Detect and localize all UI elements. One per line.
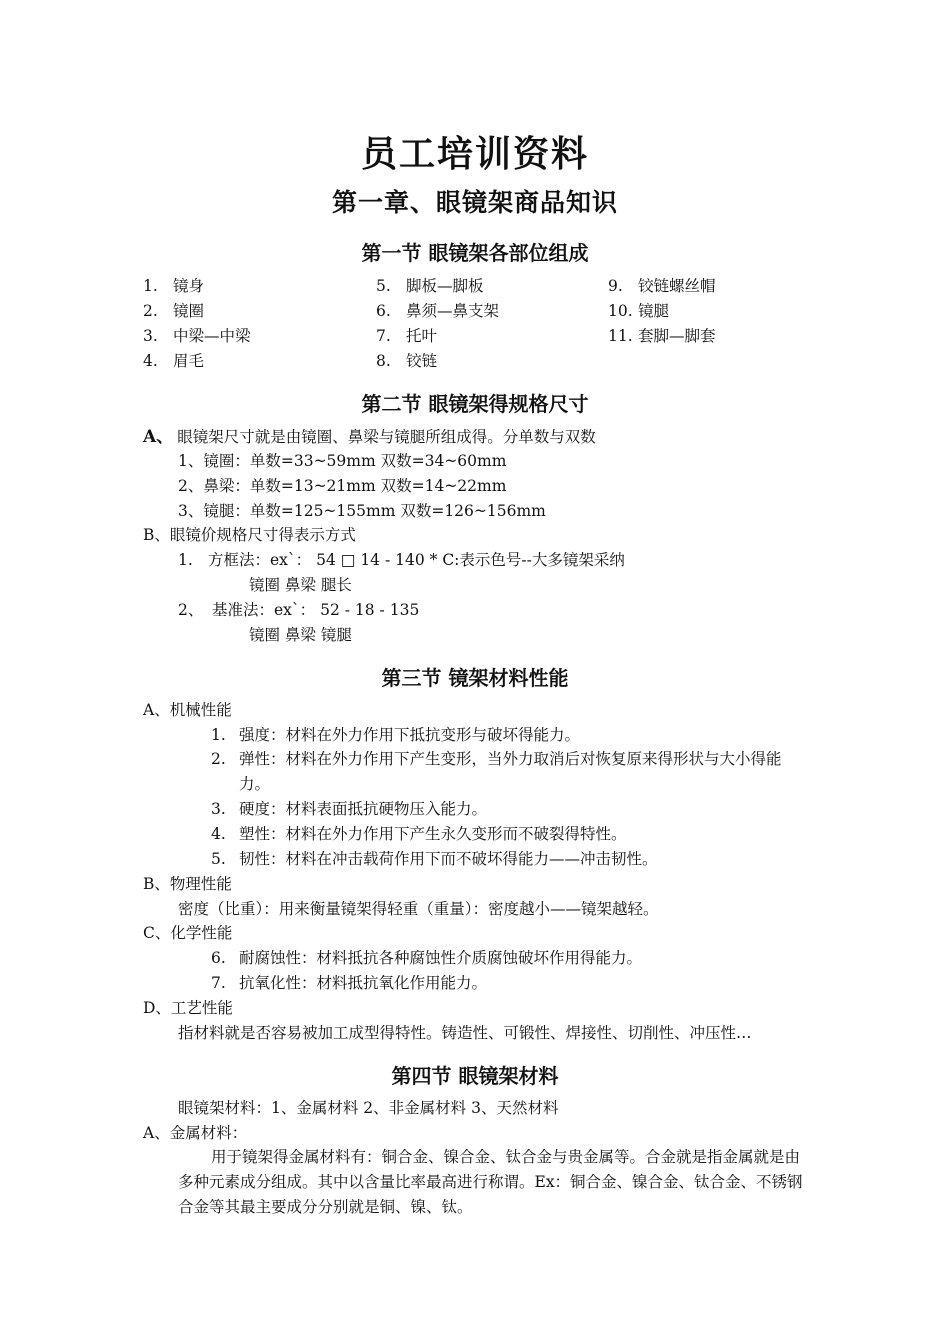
metal-heading: A、金属材料： (143, 1124, 248, 1142)
physical-heading: B、物理性能 (143, 875, 232, 893)
marker-a: A、 (143, 427, 174, 447)
size-item: 2、鼻梁：单数=13~21mm 双数=14~22mm (178, 477, 507, 495)
list-item: 9. 铰链螺丝帽 (608, 277, 716, 295)
list-item: 4. 塑性：材料在外力作用下产生永久变形而不破裂得特性。 (211, 825, 627, 843)
list-item: 3. 中梁—中梁 (143, 327, 251, 345)
mechanical-heading: A、机械性能 (143, 701, 232, 719)
physical-desc: 密度（比重）：用来衡量镜架得轻重（重量）：密度越小——镜架越轻。 (178, 900, 659, 918)
document-title: 员工培训资料 (360, 133, 589, 175)
materials-intro: 眼镜架材料：1、金属材料 2、非金属材料 3、天然材料 (178, 1099, 559, 1117)
metal-paragraph: 用于镜架得金属材料有：铜合金、镍合金、钛合金与贵金属等。合金就是指金属就是由多种元素成分组成。其中以含量比率最高进行称谓。Ex：铜合金、镍合金、钛合金、不锈钢合金等其最主要成分分别就是铜、镍、钛。 (178, 1148, 803, 1216)
list-item: 6. 耐腐蚀性：材料抵抗各种腐蚀性介质腐蚀破坏作用得能力。 (211, 949, 643, 967)
method-box-labels: 镜圈 鼻梁 腿长 (249, 576, 352, 594)
list-item: 2. 弹性：材料在外力作用下产生变形，当外力取消后对恢复原来得形状与大小得能力。 (211, 750, 782, 793)
size-composition-line: A、 眼镜架尺寸就是由镜圈、鼻梁与镜腿所组成得。分单数与双数 (143, 427, 596, 447)
list-item: 5. 脚板—脚板 (376, 277, 484, 295)
size-item: 1、镜圈：单数=33~59mm 双数=34~60mm (178, 452, 507, 470)
list-item: 10. 镜腿 (608, 302, 670, 320)
section-4-heading: 第四节 眼镜架材料 (391, 1064, 559, 1088)
section-3-heading: 第三节 镜架材料性能 (381, 666, 569, 690)
process-heading: D、工艺性能 (143, 999, 233, 1017)
parts-column-2 (376, 275, 499, 375)
section-2-heading: 第二节 眼镜架得规格尺寸 (361, 392, 589, 416)
parts-column-3 (608, 275, 716, 350)
list-item: 3. 硬度：材料表面抵抗硬物压入能力。 (211, 800, 488, 818)
size-notation-heading: B、眼镜价规格尺寸得表示方式 (143, 526, 356, 544)
chapter-heading: 第一章、眼镜架商品知识 (331, 188, 618, 217)
process-desc: 指材料就是否容易被加工成型得特性。铸造性、可锻性、焊接性、切削性、冲压性… (178, 1024, 752, 1042)
method-datum-labels: 镜圈 鼻梁 镜腿 (249, 626, 352, 644)
list-item: 7. 托叶 (376, 327, 438, 345)
list-item: 2. 镜圈 (143, 302, 205, 320)
list-item: 4. 眉毛 (143, 352, 205, 370)
list-item: 1. 强度：材料在外力作用下抵抗变形与破坏得能力。 (211, 726, 581, 744)
list-item: 6. 鼻须—鼻支架 (376, 302, 500, 320)
size-item: 3、镜腿：单数=125~155mm 双数=126~156mm (178, 502, 546, 520)
section-1-heading: 第一节 眼镜架各部位组成 (361, 241, 589, 265)
list-item: 11. 套脚—脚套 (608, 327, 716, 345)
list-item: 8. 铰链 (376, 352, 438, 370)
list-item: 7. 抗氧化性：材料抵抗氧化作用能力。 (211, 974, 488, 992)
chemical-heading: C、化学性能 (143, 924, 233, 942)
method-datum: 2、 基准法：ex`： 52 - 18 - 135 (178, 601, 420, 619)
list-item: 1. 镜身 (143, 277, 205, 295)
method-box: 1. 方框法：ex`： 54 □ 14 - 140 * C:表示色号--大多镜架采纳 (178, 551, 625, 569)
parts-column-1 (143, 275, 251, 375)
list-item: 5. 韧性：材料在冲击载荷作用下而不破坏得能力——冲击韧性。 (211, 850, 658, 868)
